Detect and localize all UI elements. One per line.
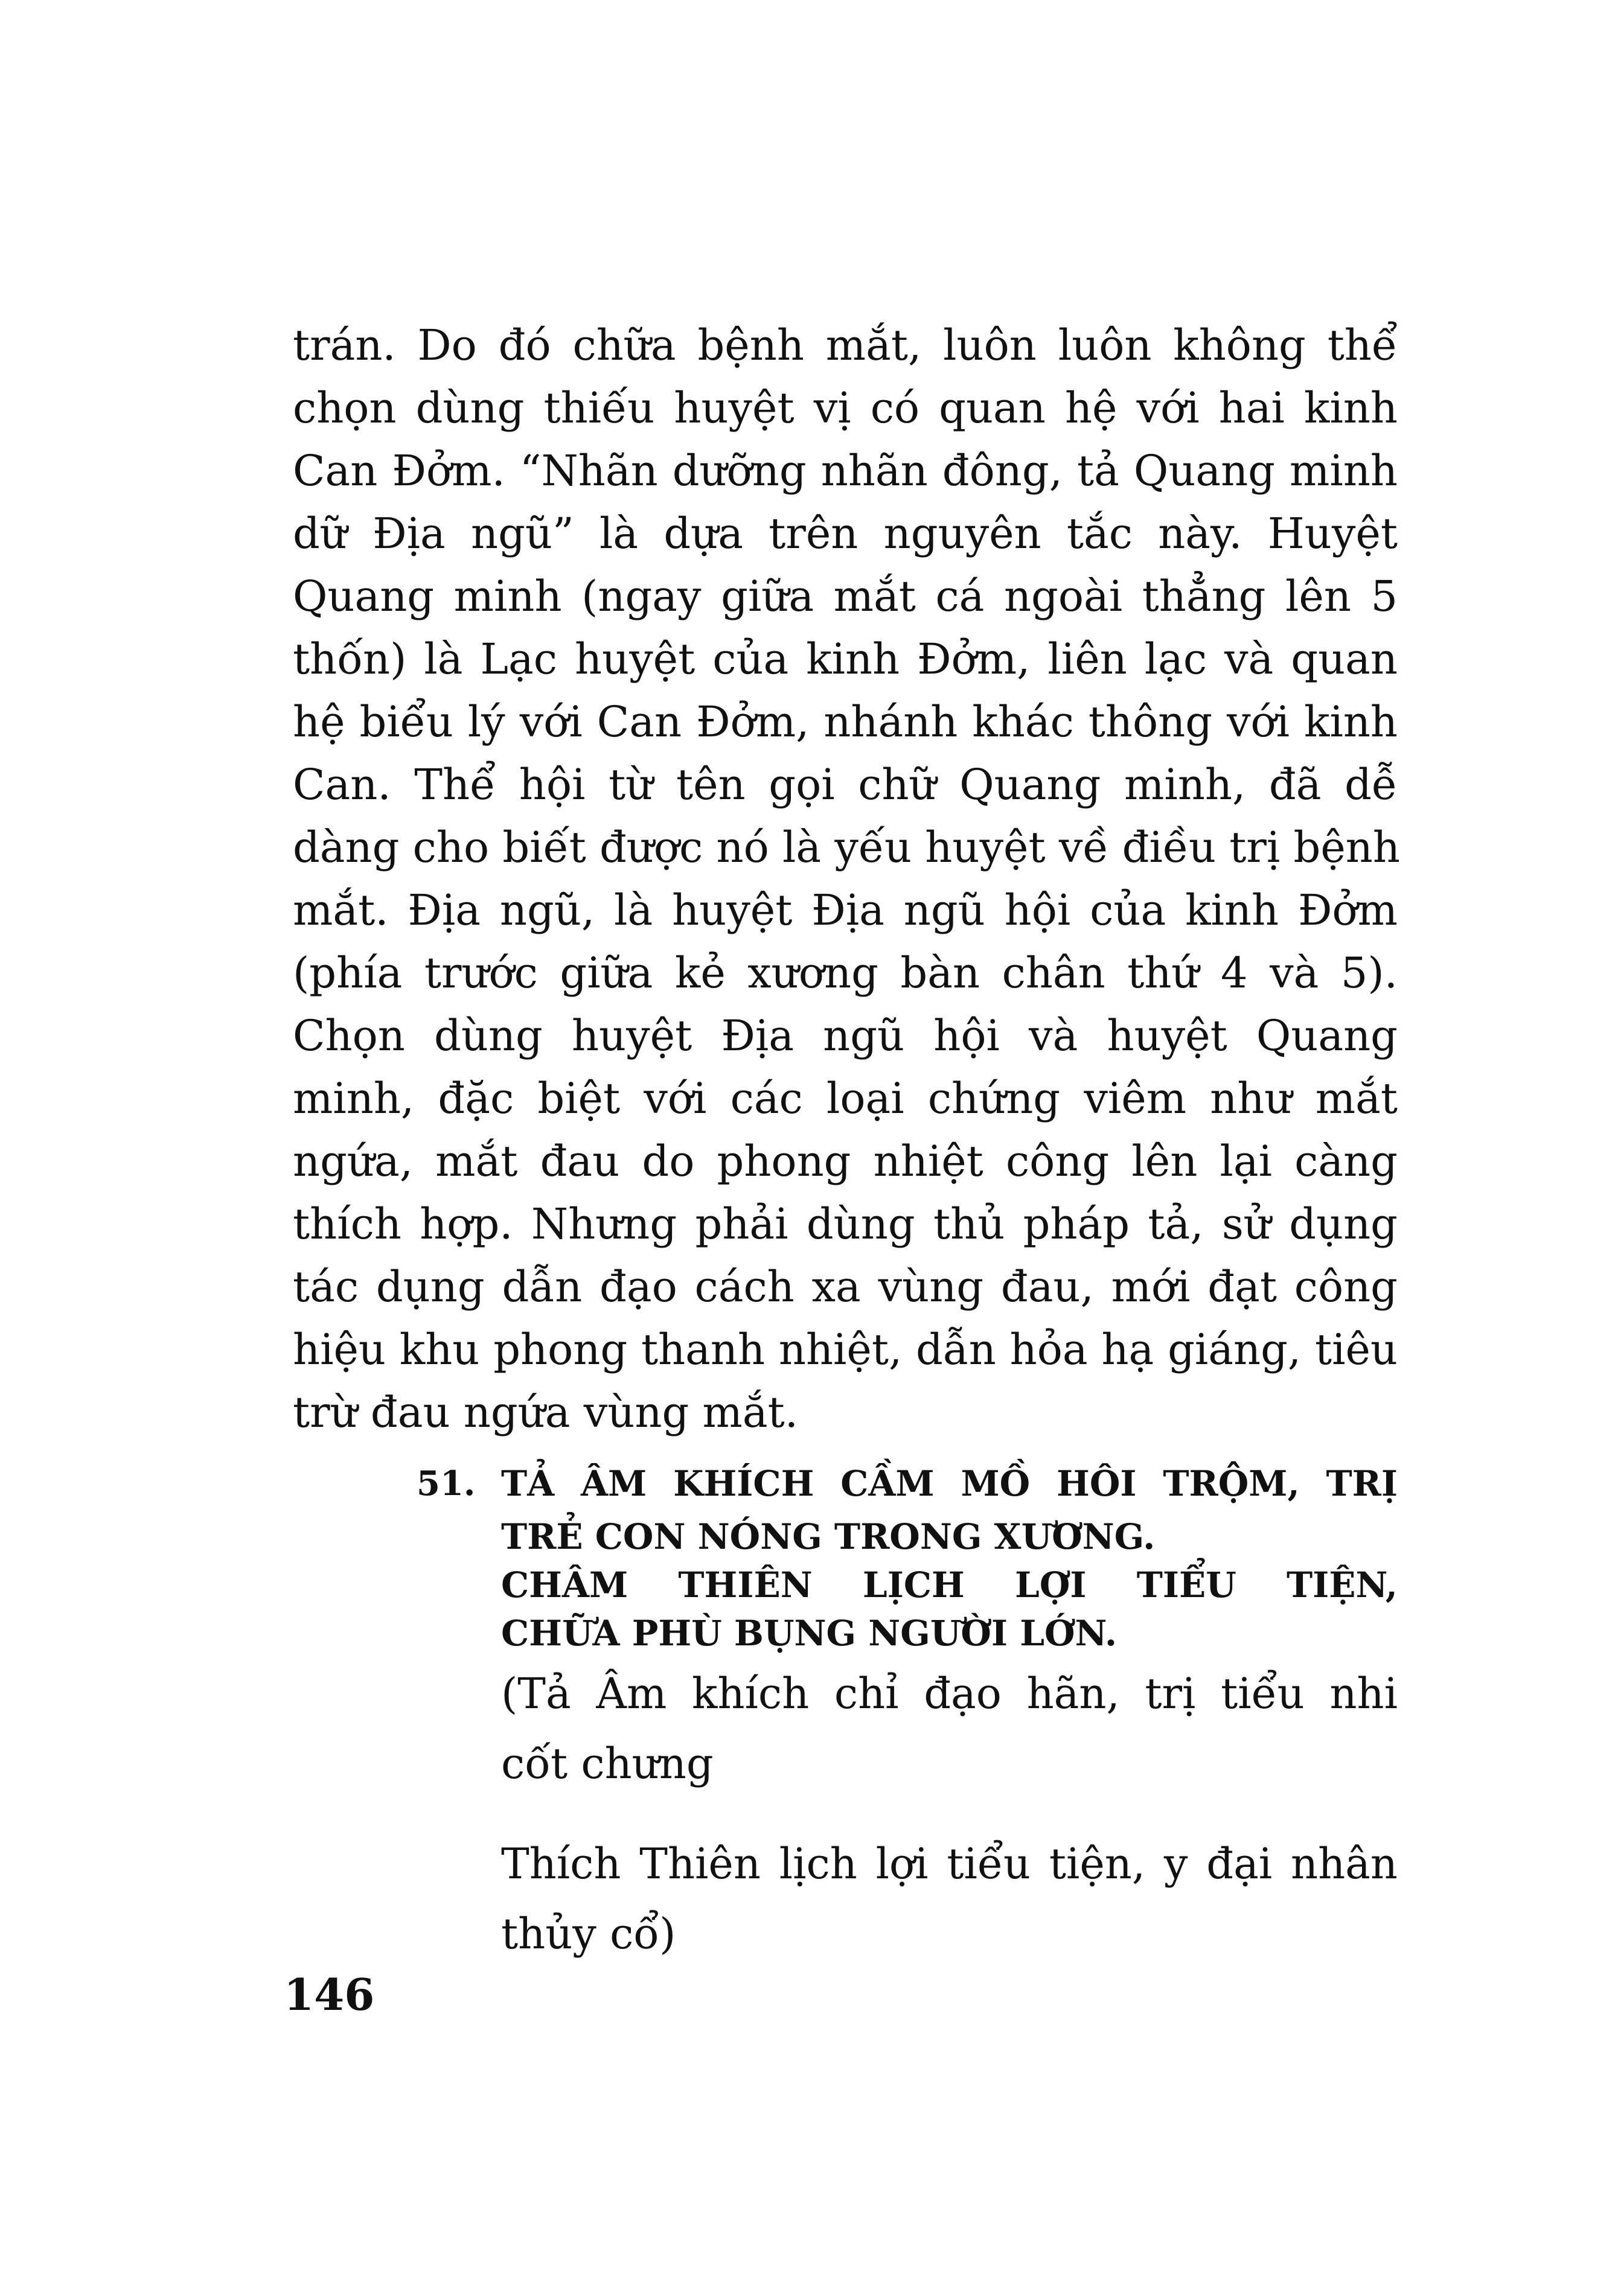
body-line: Can Đởm. “Nhãn dưỡng nhãn đông, tả Quang minh bbox=[293, 446, 1398, 496]
body-line: hệ biểu lý với Can Đởm, nhánh khác thông với kinh bbox=[293, 697, 1398, 747]
body-line: minh, đặc biệt với các loại chứng viêm như mắt bbox=[293, 1074, 1398, 1123]
body-line: Chọn dùng huyệt Địa ngũ hội và huyệt Quang bbox=[293, 1011, 1398, 1060]
body-line: thích hợp. Nhưng phải dùng thủ pháp tả, sử dụng bbox=[293, 1199, 1398, 1249]
note-line: (Tả Âm khích chỉ đạo hãn, trị tiểu nhi bbox=[501, 1669, 1398, 1718]
heading-line: TẢ ÂM KHÍCH CẦM MỒ HÔI TRỘM, TRỊ bbox=[501, 1463, 1398, 1504]
body-line: dàng cho biết được nó là yếu huyệt về điều trị bệnh bbox=[293, 823, 1400, 872]
note-line: Thích Thiên lịch lợi tiểu tiện, y đại nhân bbox=[501, 1839, 1398, 1889]
body-line: Quang minh (ngay giữa mắt cá ngoài thẳng lên 5 bbox=[293, 572, 1398, 621]
heading-line: CHỮA PHÙ BỤNG NGƯỜI LỚN. bbox=[501, 1613, 1118, 1654]
body-paragraph bbox=[293, 314, 1398, 1444]
page-number: 146 bbox=[284, 1969, 375, 2020]
body-line: hiệu khu phong thanh nhiệt, dẫn hỏa hạ giáng, tiêu bbox=[293, 1325, 1398, 1374]
body-line: (phía trước giữa kẻ xương bàn chân thứ 4 và 5). bbox=[293, 948, 1398, 998]
body-line: ngứa, mắt đau do phong nhiệt công lên lại càng bbox=[293, 1137, 1398, 1186]
section-heading bbox=[501, 1455, 1398, 1657]
body-line: mắt. Địa ngũ, là huyệt Địa ngũ hội của kinh Đởm bbox=[293, 885, 1398, 935]
note-spacer bbox=[501, 1799, 1398, 1829]
section-number: 51. bbox=[417, 1464, 476, 1504]
body-line: trừ đau ngứa vùng mắt. bbox=[293, 1388, 799, 1437]
heading-line: CHÂM THIÊN LỊCH LỢI TIỂU TIỆN, bbox=[501, 1564, 1398, 1606]
body-line: chọn dùng thiếu huyệt vị có quan hệ với hai kinh bbox=[293, 383, 1398, 433]
body-line: dữ Địa ngũ” là dựa trên nguyên tắc này. Huyệt bbox=[293, 509, 1398, 558]
note-line: cốt chưng bbox=[501, 1739, 714, 1788]
section-note bbox=[501, 1659, 1398, 1969]
heading-line: TRẺ CON NÓNG TRONG XƯƠNG. bbox=[501, 1516, 1156, 1557]
body-line: thốn) là Lạc huyệt của kinh Đởm, liên lạc và quan bbox=[293, 634, 1398, 684]
note-line: thủy cổ) bbox=[501, 1909, 676, 1959]
body-line: trán. Do đó chữa bệnh mắt, luôn luôn không thể bbox=[293, 320, 1398, 370]
body-line: tác dụng dẫn đạo cách xa vùng đau, mới đạt công bbox=[293, 1262, 1398, 1312]
body-line: Can. Thể hội từ tên gọi chữ Quang minh, đã dễ bbox=[293, 760, 1398, 809]
